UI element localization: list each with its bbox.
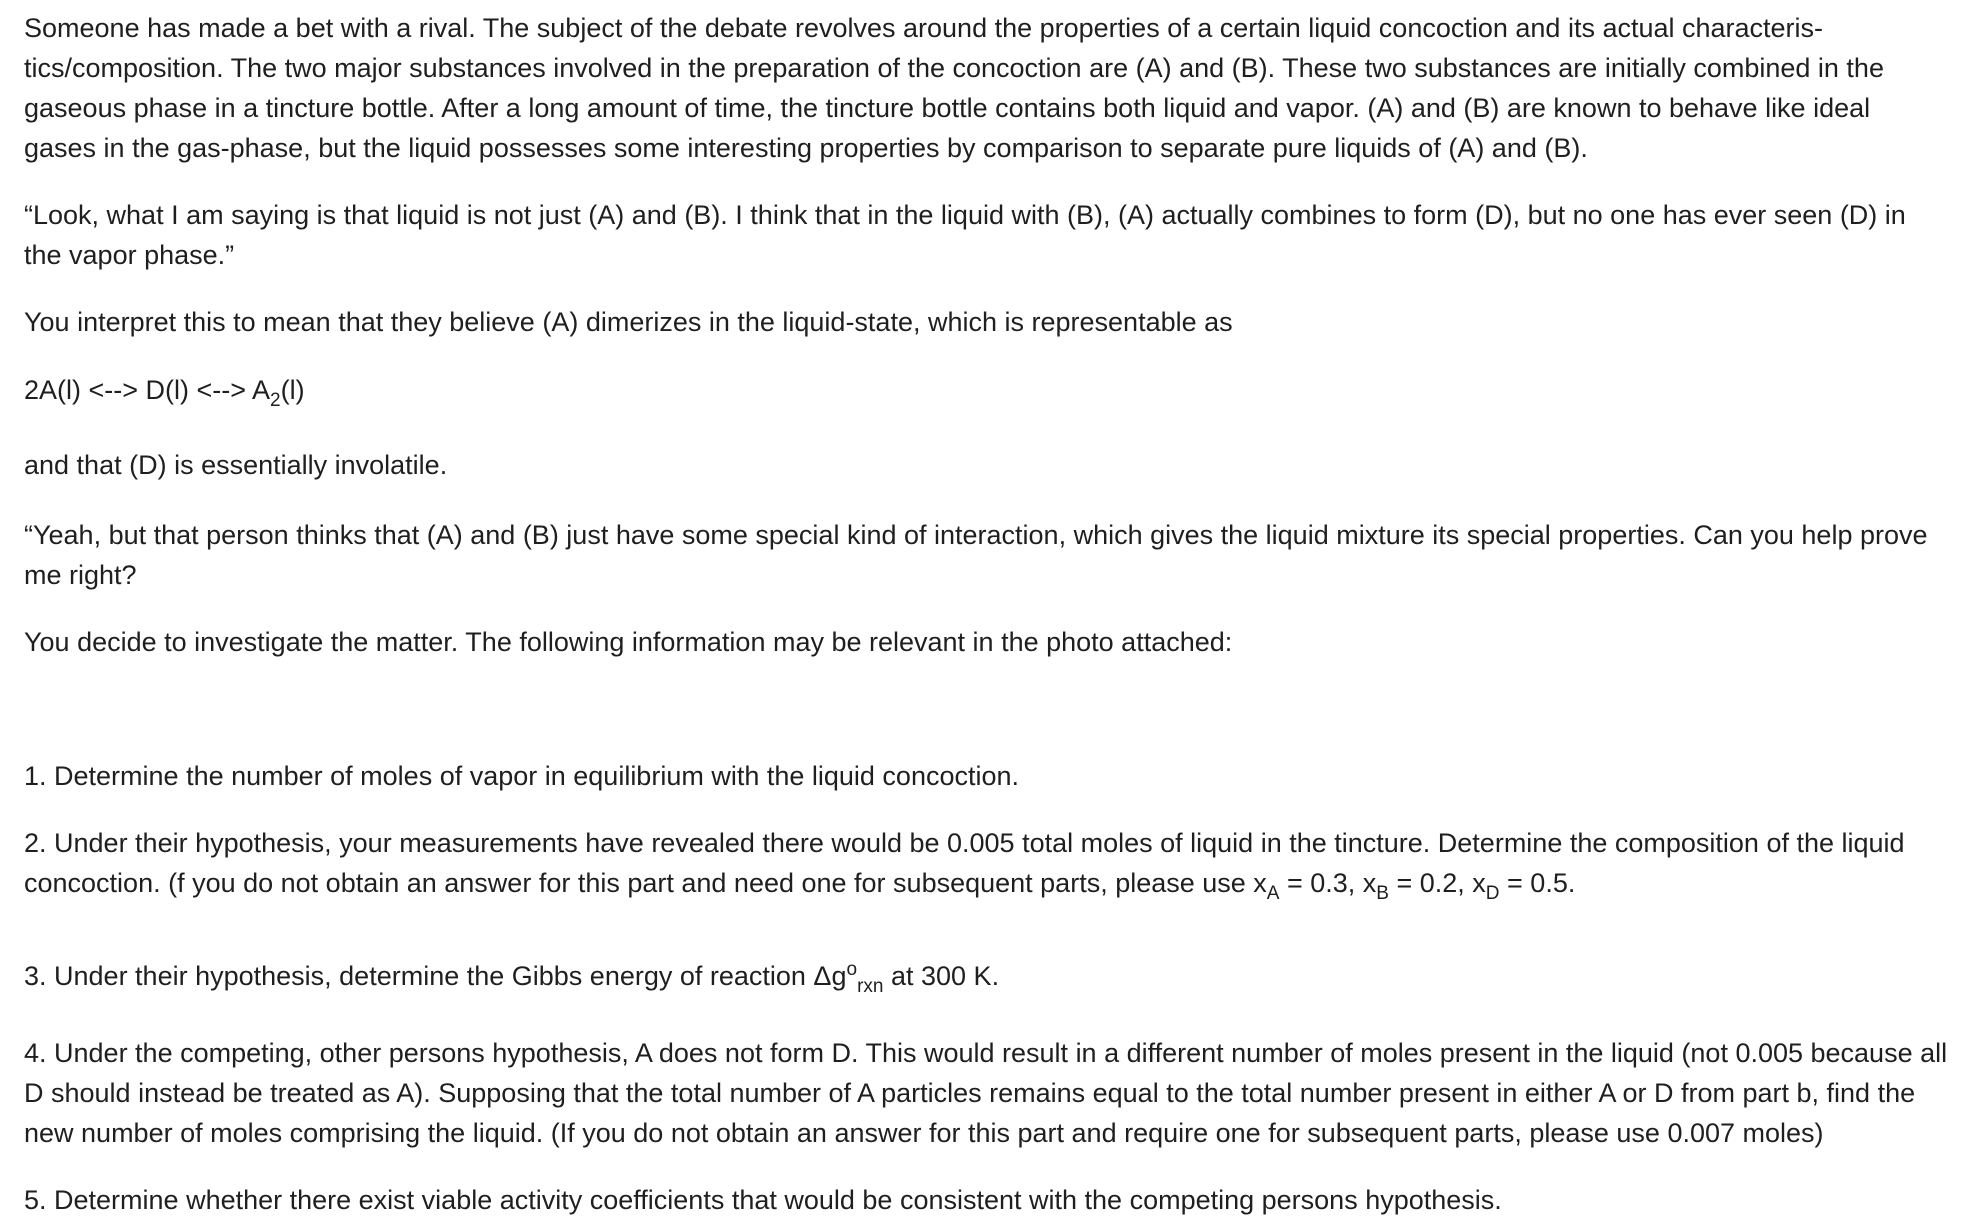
xd-variable: x — [1472, 868, 1486, 898]
xb-value: = 0.2, — [1388, 868, 1473, 898]
question-3 — [24, 956, 1949, 996]
xa-subscript: A — [1266, 883, 1280, 904]
equation-right: (l) — [280, 375, 305, 405]
equation-subscript: 2 — [270, 390, 281, 411]
quote-paragraph-1: “Look, what I am saying is that liquid is not just (A) and (B). I think that in the liquid with (B), (A) actually combines to form (D), but no one has ever seen (D) in the vapor phase.” — [24, 200, 1906, 270]
question-5: 5. Determine whether there exist viable activity coefficients that would be consistent with the competing persons hypothesis. — [24, 1185, 1502, 1215]
xa-variable: x — [1253, 868, 1267, 898]
question-1: 1. Determine the number of moles of vapor in equilibrium with the liquid concoction. — [24, 761, 1020, 791]
xd-subscript: D — [1485, 883, 1500, 904]
dimerization-equation — [24, 370, 1949, 410]
question-3-prefix: 3. Under their hypothesis, determine the Gibbs energy of reaction Δg — [24, 961, 847, 991]
xb-subscript: B — [1376, 883, 1389, 904]
quote-paragraph-2: “Yeah, but that person thinks that (A) and (B) just have some special kind of interaction, which gives the liquid mixture its special properties. Can you help prove me right? — [24, 520, 1928, 590]
xb-variable: x — [1362, 868, 1377, 898]
equation-left: 2A(l) <--> D(l) <--> A — [24, 375, 271, 405]
involatile-paragraph: and that (D) is essentially involatile. — [24, 450, 448, 480]
interpretation-paragraph: You interpret this to mean that they believe (A) dimerizes in the liquid-state, which is representable as — [24, 307, 1233, 337]
intro-paragraph: Someone has made a bet with a rival. The subject of the debate revolves around the properties of a certain liquid concoction and its actual characteris-tics/composition. The two major substances involved in the preparation of the concoction are (A) and (B). These two substances are initially combined in the gaseous phase in a tincture bottle. After a long amount of time, the tincture bottle contains both liquid and vapor. (A) and (B) are known to behave like ideal gases in the gas-phase, but the liquid possesses some interesting properties by comparison to separate pure liquids of (A) and (B). — [24, 13, 1884, 163]
question-2-text: 2. Under their hypothesis, your measurements have revealed there would be 0.005 total moles of liquid in the tincture. Determine the composition of the liquid concoction. (f you do not obtain an answer for this part and need one for subsequent parts, please use — [24, 828, 1905, 898]
question-3-suffix: at 300 K. — [883, 961, 1000, 991]
question-2 — [24, 823, 1949, 903]
question-4: 4. Under the competing, other persons hypothesis, A does not form D. This would result in a different number of moles present in the liquid (not 0.005 because all D should instead be treated as A). Supposing that the total number of A particles remains equal to the total number present in either A or D from part b, find the new number of moles comprising the liquid. (If you do not obtain an answer for this part and require one for subsequent parts, please use 0.007 moles) — [24, 1038, 1948, 1148]
xd-value: = 0.5. — [1499, 868, 1576, 898]
investigate-paragraph: You decide to investigate the matter. The following information may be relevant in the photo attached: — [24, 627, 1233, 657]
rxn-subscript: rxn — [857, 976, 884, 997]
standard-state-superscript: o — [846, 959, 858, 980]
xa-value: = 0.3, — [1279, 868, 1363, 898]
